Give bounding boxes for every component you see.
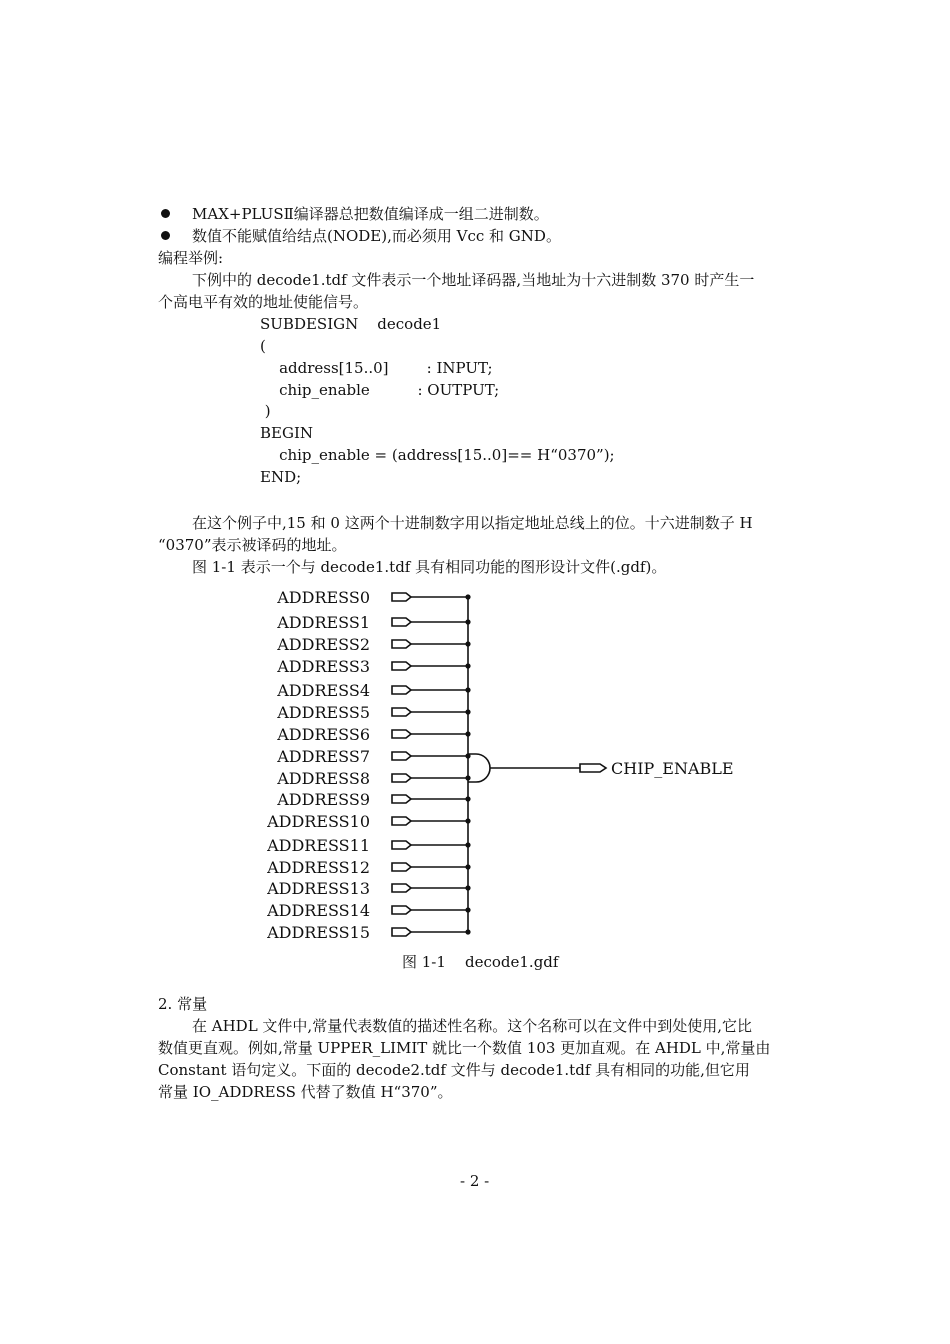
input-pin-icon bbox=[392, 795, 411, 803]
code-line-4: chip_enable : OUTPUT; bbox=[260, 381, 500, 399]
input-label: ADDRESS2 bbox=[277, 635, 370, 654]
figure-caption: 图 1-1 decode1.gdf bbox=[402, 953, 559, 971]
input-pin-icon bbox=[392, 841, 411, 849]
input-label: ADDRESS12 bbox=[267, 858, 370, 877]
intro-line-1: 下例中的 decode1.tdf 文件表示一个地址译码器,当地址为十六进制数 370 时产生一 bbox=[192, 271, 755, 289]
code-line-5: ) bbox=[260, 402, 271, 420]
para2-line-2: 数值更直观。例如,常量 UPPER_LIMIT 就比一个数值 103 更加直观。在 AHDL 中,常量由 bbox=[158, 1039, 771, 1057]
input-pin-icon bbox=[392, 640, 411, 648]
input-label: ADDRESS10 bbox=[267, 812, 370, 831]
bullet-icon bbox=[161, 231, 170, 240]
input-pin-icon bbox=[392, 863, 411, 871]
input-label: ADDRESS7 bbox=[277, 747, 370, 766]
output-pin-icon bbox=[580, 764, 606, 772]
gate-diagram bbox=[267, 584, 740, 954]
input-label: ADDRESS11 bbox=[267, 836, 370, 855]
and-gate-icon bbox=[468, 754, 490, 782]
figure-intro: 图 1-1 表示一个与 decode1.tdf 具有相同功能的图形设计文件(.gdf)。 bbox=[192, 558, 667, 576]
bullet-icon bbox=[161, 209, 170, 218]
input-pin-icon bbox=[392, 774, 411, 782]
input-label: ADDRESS14 bbox=[267, 901, 370, 920]
input-label: ADDRESS5 bbox=[277, 703, 370, 722]
para2-line-1: 在 AHDL 文件中,常量代表数值的描述性名称。这个名称可以在文件中到处使用,它比 bbox=[192, 1017, 752, 1035]
input-label: ADDRESS1 bbox=[277, 613, 370, 632]
code-line-8: END; bbox=[260, 468, 302, 486]
input-pin-icon bbox=[392, 906, 411, 914]
input-label: ADDRESS8 bbox=[277, 769, 370, 788]
input-label: ADDRESS3 bbox=[277, 657, 370, 676]
code-line-6: BEGIN bbox=[260, 424, 314, 442]
page-number: - 2 - bbox=[460, 1172, 490, 1190]
code-line-3: address[15..0] : INPUT; bbox=[260, 359, 493, 377]
input-pin-icon bbox=[392, 618, 411, 626]
code-line-1: SUBDESIGN decode1 bbox=[260, 315, 442, 333]
para2-line-4: 常量 IO_ADDRESS 代替了数值 H“370”。 bbox=[158, 1083, 453, 1101]
input-label: ADDRESS13 bbox=[267, 879, 370, 898]
output-label: CHIP_ENABLE bbox=[611, 759, 734, 778]
input-pin-icon bbox=[392, 708, 411, 716]
input-pin-icon bbox=[392, 752, 411, 760]
input-pin-icon bbox=[392, 928, 411, 936]
input-pin-icon bbox=[392, 884, 411, 892]
bullet-text-2: 数值不能赋值给结点(NODE),而必须用 Vcc 和 GND。 bbox=[192, 227, 561, 245]
intro-line-2: 个高电平有效的地址使能信号。 bbox=[158, 293, 369, 311]
para1-line-1: 在这个例子中,15 和 0 这两个十进制数字用以指定地址总线上的位。十六进制数子 H bbox=[192, 514, 753, 532]
example-heading: 编程举例: bbox=[158, 249, 224, 267]
input-pin-icon bbox=[392, 817, 411, 825]
para1-line-2: “0370”表示被译码的地址。 bbox=[158, 536, 347, 554]
section-heading: 2. 常量 bbox=[158, 995, 208, 1013]
bullet-text-1: MAX+PLUSⅡ编译器总把数值编译成一组二进制数。 bbox=[192, 205, 549, 223]
input-pin-icon bbox=[392, 686, 411, 694]
code-line-2: ( bbox=[260, 337, 266, 355]
input-label: ADDRESS15 bbox=[267, 923, 370, 942]
input-label: ADDRESS0 bbox=[277, 588, 370, 607]
input-pin-icon bbox=[392, 730, 411, 738]
input-label: ADDRESS9 bbox=[277, 790, 370, 809]
input-pin-icon bbox=[392, 662, 411, 670]
code-line-7: chip_enable = (address[15..0]== H“0370”); bbox=[260, 446, 615, 464]
input-pin-icon bbox=[392, 593, 411, 601]
para2-line-3: Constant 语句定义。下面的 decode2.tdf 文件与 decode1.tdf 具有相同的功能,但它用 bbox=[158, 1061, 750, 1079]
input-label: ADDRESS6 bbox=[277, 725, 370, 744]
input-label: ADDRESS4 bbox=[277, 681, 370, 700]
